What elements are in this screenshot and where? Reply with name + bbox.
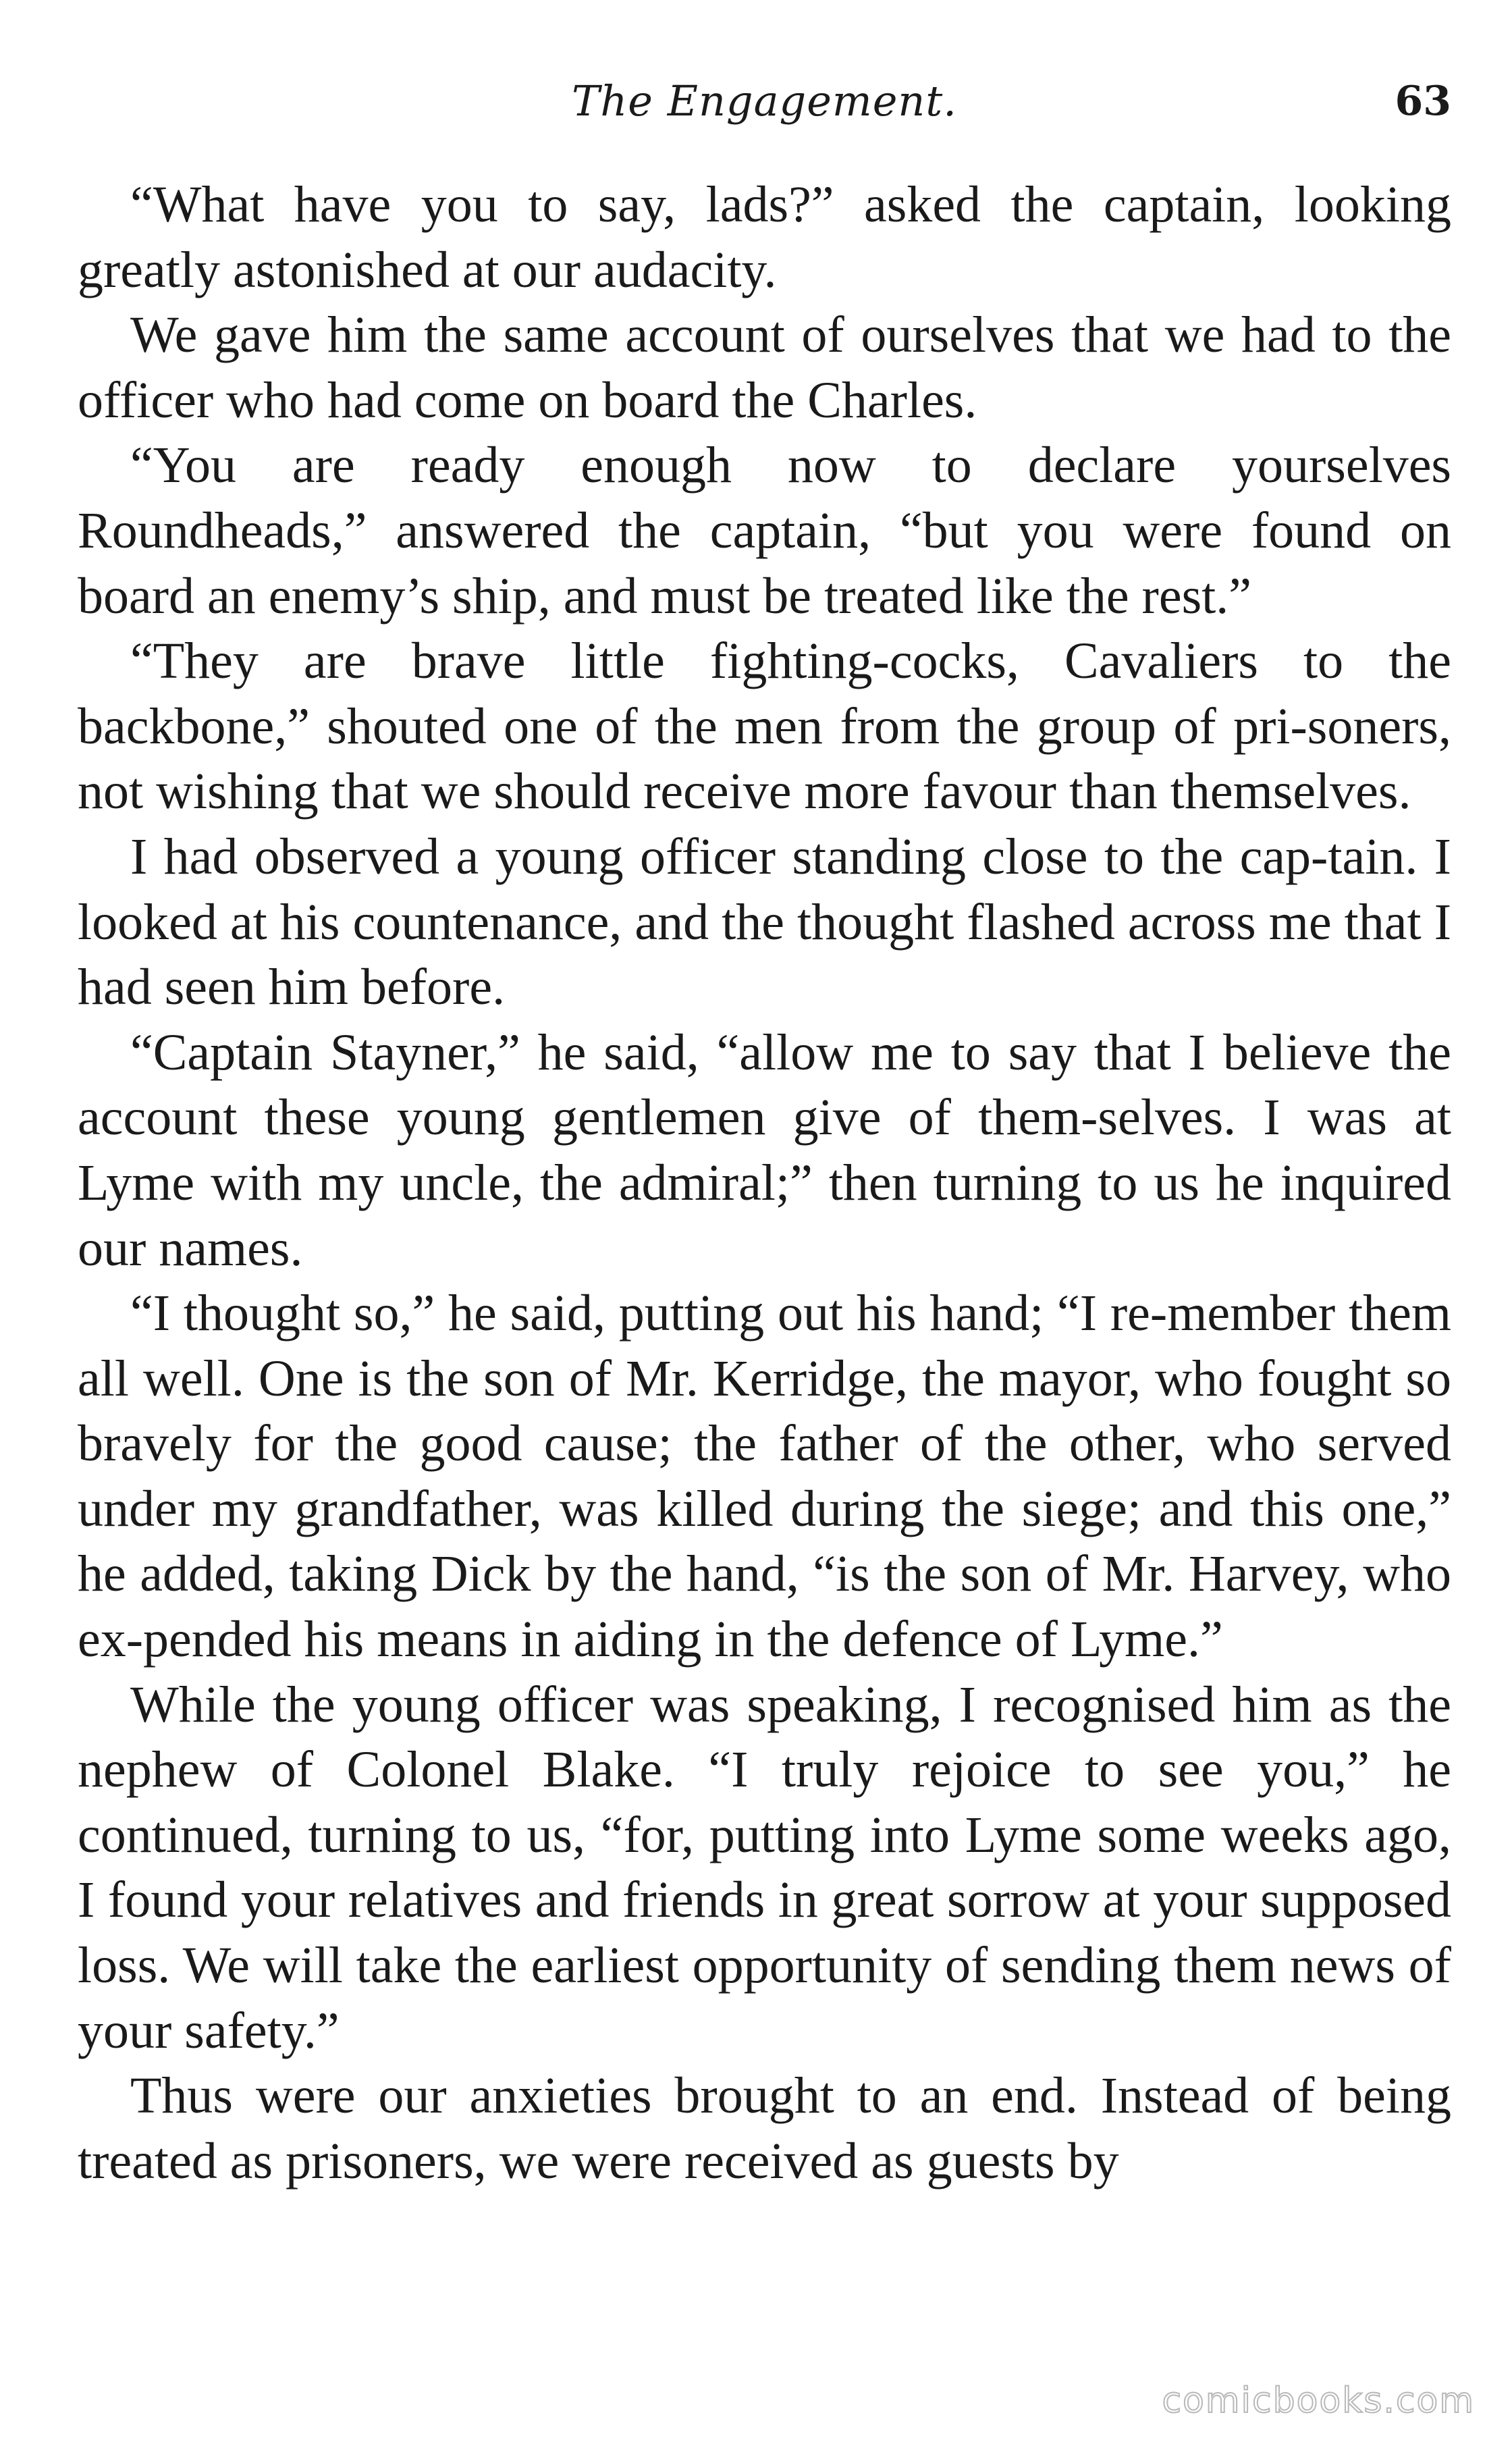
page-number: 63 xyxy=(1395,78,1451,125)
paragraph: “Captain Stayner,” he said, “allow me to say that I believe the account these young gentlemen give of them-selves. I was at Lyme with my uncle, the admiral;” then turning to us he inquired our names. xyxy=(78,1024,1451,1277)
paragraph: “You are ready enough now to declare yourselves Roundheads,” answered the captain, “but you were found on board an enemy’s ship, and must be treated like the rest.” xyxy=(78,437,1451,625)
paragraph: I had observed a young officer standing close to the cap-tain. I looked at his countenance, and the thought flashed across me that I had seen him before. xyxy=(78,828,1451,1016)
paragraph: While the young officer was speaking, I recognised him as the nephew of Colonel Blake. “I truly rejoice to see you,” he continued, turning to us, “for, putting into Lyme some weeks ago, I found your relatives and friends in great sorrow at your supposed loss. We will take the earliest opportunity of sending them news of your safety.” xyxy=(78,1676,1451,2059)
paragraph: Thus were our anxieties brought to an end. Instead of being treated as prisoners, we were received as guests by xyxy=(78,2067,1451,2190)
watermark: comicbooks.com xyxy=(1162,2381,1475,2421)
paragraph: We gave him the same account of ourselves that we had to the officer who had come on board the Charles. xyxy=(78,307,1451,429)
paragraph: “They are brave little fighting-cocks, Cavaliers to the backbone,” shouted one of the men from the group of pri-soners, not wishing that we should receive more favour than themselves. xyxy=(78,633,1451,820)
running-head xyxy=(78,64,1451,138)
paragraph: “What have you to say, lads?” asked the captain, looking greatly astonished at our audacity. xyxy=(78,176,1451,298)
body-text xyxy=(78,172,1451,2194)
paragraph: “I thought so,” he said, putting out his hand; “I re-member them all well. One is the son of Mr. Kerridge, the mayor, who fought so bravely for the good cause; the father of the other, who served under my grandfather, was killed during the siege; and this one,” he added, taking Dick by the hand, “is the son of Mr. Harvey, who ex-pended his means in aiding in the defence of Lyme.” xyxy=(78,1285,1451,1668)
chapter-title: The Engagement. xyxy=(572,76,957,126)
